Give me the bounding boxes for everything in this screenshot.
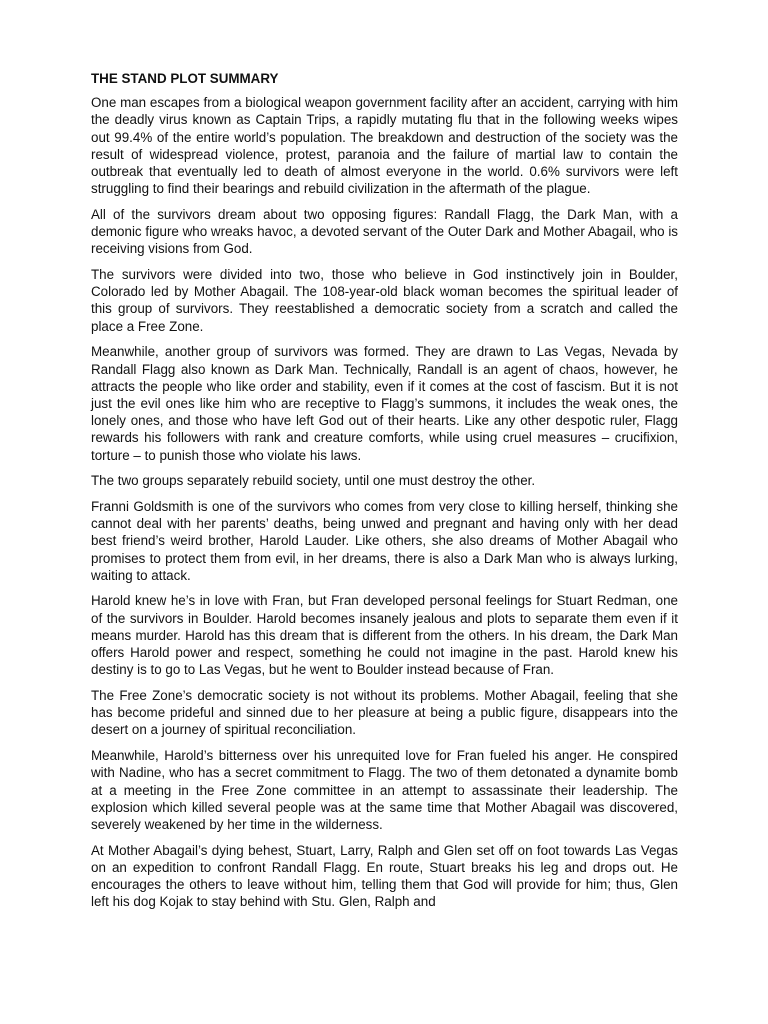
document-page — [91, 70, 678, 919]
paragraph-franni: Franni Goldsmith is one of the survivors who comes from very close to killing herself, thinking she cannot deal with her parents’ deaths, being unwed and pregnant and having only with her dead best friend’s weird brother, Harold Lauder. Like others, she also dreams of Mother Abagail who promises to protect them from evil, in her dreams, there is also a Dark Man who is always lurking, waiting to attack. — [91, 498, 678, 583]
paragraph-harold: Harold knew he’s in love with Fran, but Fran developed personal feelings for Stuart Redman, one of the survivors in Boulder. Harold becomes insanely jealous and plots to separate them even if it means murder. Harold has this dream that is different from the others. In his dream, the Dark Man offers Harold power and respect, something he could not imagine in the past. Harold knew his destiny is to go to Las Vegas, but he went to Boulder instead because of Fran. — [91, 593, 678, 678]
paragraph-las-vegas: Meanwhile, another group of survivors was formed. They are drawn to Las Vegas, Nevada by Randall Flagg also known as Dark Man. Technically, Randall is an agent of chaos, however, he attracts the people who like order and stability, even if it comes at the cost of fascism. But it is not just the evil ones like him who are receptive to Flagg’s summons, it includes the weak ones, the lonely ones, and those who have left God out of their hearts. Like any other despotic ruler, Flagg rewards his followers with rank and creature comforts, while using cruel measures – crucifixion, torture – to punish those who violate his laws. — [91, 344, 678, 463]
paragraph-expedition: At Mother Abagail’s dying behest, Stuart, Larry, Ralph and Glen set off on foot towards Las Vegas on an expedition to confront Randall Flagg. En route, Stuart breaks his leg and drops out. He encourages the others to leave without him, telling them that God will provide for him; thus, Glen left his dog Kojak to stay behind with Stu. Glen, Ralph and — [91, 842, 678, 910]
paragraph-free-zone: The Free Zone’s democratic society is not without its problems. Mother Abagail, feeling that she has become prideful and sinned due to her pleasure at being a public figure, disappears into the desert on a journey of spiritual reconciliation. — [91, 688, 678, 738]
paragraph-dreams: All of the survivors dream about two opposing figures: Randall Flagg, the Dark Man, with a demonic figure who wreaks havoc, a devoted servant of the Outer Dark and Mother Abagail, who is receiving visions from God. — [91, 206, 678, 257]
paragraph-outbreak: One man escapes from a biological weapon government facility after an accident, carrying with him the deadly virus known as Captain Trips, a rapidly mutating flu that in the following weeks wipes out 99.4% of the entire world’s population. The breakdown and destruction of the society was the result of widespread violence, protest, paranoia and the failure of martial law to contain the outbreak that eventually led to death of almost everyone in the world. 0.6% survivors were left struggling to find their bearings and rebuild civilization in the aftermath of the plague. — [91, 95, 678, 197]
document-title: THE STAND PLOT SUMMARY — [91, 71, 279, 86]
paragraph-two-groups: The two groups separately rebuild society, until one must destroy the other. — [91, 473, 536, 489]
paragraph-bomb: Meanwhile, Harold’s bitterness over his unrequited love for Fran fueled his anger. He conspired with Nadine, who has a secret commitment to Flagg. The two of them detonated a dynamite bomb at a meeting in the Free Zone committee in an attempt to assassinate their leadership. The explosion which killed several people was at the same time that Mother Abagail was discovered, severely weakened by her time in the wilderness. — [91, 748, 678, 832]
paragraph-boulder: The survivors were divided into two, those who believe in God instinctively join in Boulder, Colorado led by Mother Abagail. The 108-year-old black woman becomes the spiritual leader of this group of survivors. They reestablished a democratic society from a scratch and called the place a Free Zone. — [91, 267, 678, 334]
